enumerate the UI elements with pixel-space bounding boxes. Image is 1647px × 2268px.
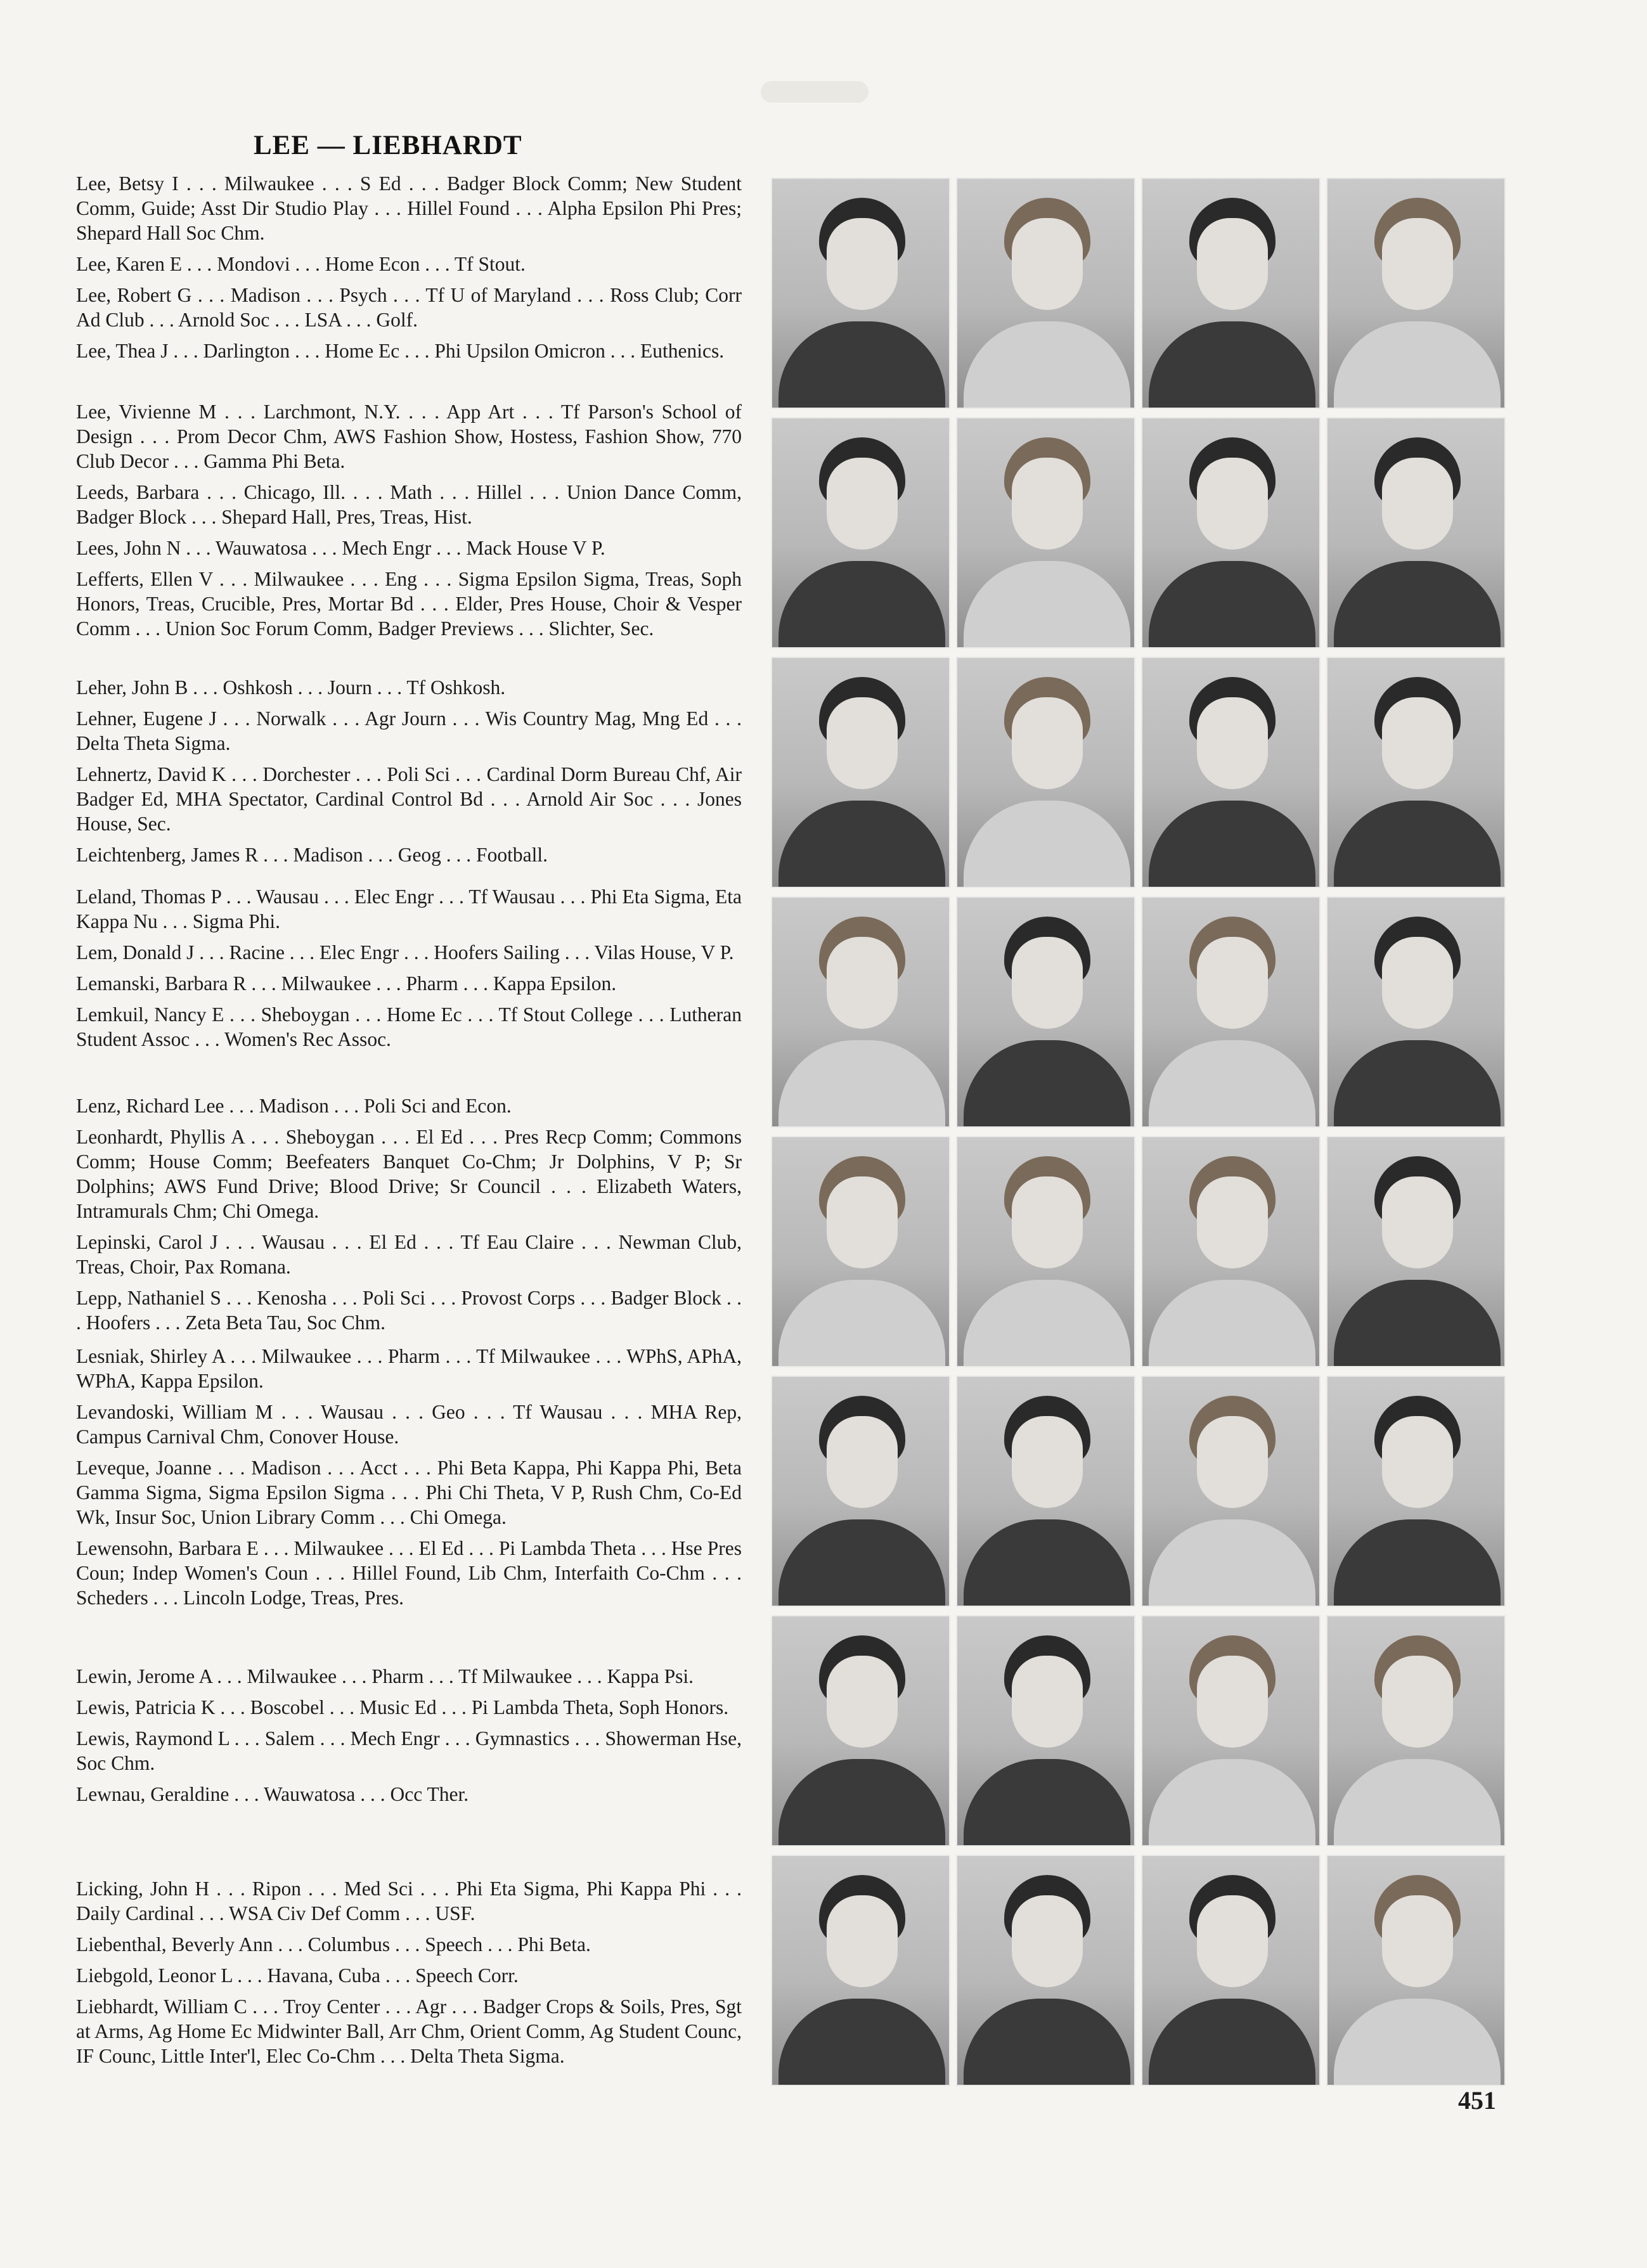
portrait-body [778,1999,945,2086]
entry-group-1 [76,171,742,370]
student-portrait [1141,177,1321,409]
portrait-body [1149,1519,1315,1607]
student-entry: Lem, Donald J . . . Racine . . . Elec Engr . . . Hoofers Sailing . . . Vilas House, V P. [76,941,734,963]
portrait-body [1334,561,1501,648]
student-portrait [771,1136,950,1367]
student-entry: Leland, Thomas P . . . Wausau . . . Elec Engr . . . Tf Wausau . . . Phi Eta Sigma, Eta Kappa Nu . . . Sigma Phi. [76,886,742,932]
student-entry: Lemkuil, Nancy E . . . Sheboygan . . . Home Ec . . . Tf Stout College . . . Lutheran Student Assoc . . . Women's Rec Assoc. [76,1003,742,1050]
student-entry: Lewis, Raymond L . . . Salem . . . Mech Engr . . . Gymnastics . . . Showerman Hse, Soc Chm. [76,1727,742,1774]
portrait-face [1197,1416,1268,1508]
student-portrait [1141,1376,1321,1607]
portrait-body [1334,1759,1501,1846]
entry-group-4 [76,884,742,1058]
student-entry: Lee, Thea J . . . Darlington . . . Home Ec . . . Phi Upsilon Omicron . . . Euthenics. [76,340,725,362]
portrait-body [778,801,945,888]
portrait-body [964,1759,1130,1846]
student-portrait [771,1376,950,1607]
portrait-face [1382,697,1453,789]
portrait-face [827,937,898,1029]
student-portrait [1141,417,1321,648]
student-entry: Lepp, Nathaniel S . . . Kenosha . . . Poli Sci . . . Provost Corps . . . Badger Block . . . Hoofers . . . Zeta Beta Tau, Soc Chm. [76,1287,742,1334]
portrait-face [827,697,898,789]
student-portrait [956,1376,1135,1607]
student-entry: Liebenthal, Beverly Ann . . . Columbus . . . Speech . . . Phi Beta. [76,1933,591,1956]
portrait-body [1149,561,1315,648]
student-portrait [956,657,1135,888]
portrait-face [827,1416,898,1508]
student-portrait [1326,417,1506,648]
student-entry: Leonhardt, Phyllis A . . . Sheboygan . . . El Ed . . . Pres Recp Comm; Commons Comm; House Comm; Beefeaters Banquet Co-Chm; Jr Dolphins, V P; Sr Dolphins; AWS Fund Drive; Blood Drive; Sr Council . . . Elizabeth Waters, Intramurals Chm; Chi Omega. [76,1126,742,1222]
portrait-body [1334,1519,1501,1607]
portrait-body [778,1040,945,1128]
portrait-face [1012,1656,1083,1748]
portrait-body [1149,801,1315,888]
student-entry: Leichtenberg, James R . . . Madison . . . Geog . . . Football. [76,844,548,866]
portrait-face [1197,937,1268,1029]
entry-group-8 [76,1876,742,2075]
portrait-face [1012,218,1083,310]
student-portrait [1326,1136,1506,1367]
student-entry: Lemanski, Barbara R . . . Milwaukee . . . Pharm . . . Kappa Epsilon. [76,972,617,995]
student-portrait [956,177,1135,409]
student-portrait [771,657,950,888]
portrait-face [1382,1895,1453,1987]
portrait-body [1149,1999,1315,2086]
portrait-body [1334,1040,1501,1128]
entry-group-2 [76,399,742,647]
portrait-face [827,1895,898,1987]
student-entry: Liebgold, Leonor L . . . Havana, Cuba . . . Speech Corr. [76,1964,519,1987]
portrait-body [964,1519,1130,1607]
portrait-face [1197,458,1268,550]
portrait-face [1197,1895,1268,1987]
portrait-body [1334,1280,1501,1367]
portrait-face [1012,1416,1083,1508]
portrait-face [827,1656,898,1748]
entry-group-3 [76,675,742,873]
paper-smudge [761,81,869,103]
portrait-face [827,1176,898,1268]
portrait-face [827,458,898,550]
page-heading: LEE — LIEBHARDT [254,131,522,160]
portrait-body [778,1759,945,1846]
student-entry: Lees, John N . . . Wauwatosa . . . Mech Engr . . . Mack House V P. [76,537,605,559]
portrait-face [1382,218,1453,310]
student-portrait [1326,1615,1506,1846]
portrait-body [964,1280,1130,1367]
student-entry: Lewin, Jerome A . . . Milwaukee . . . Pharm . . . Tf Milwaukee . . . Kappa Psi. [76,1665,694,1687]
portrait-body [778,561,945,648]
portrait-body [964,561,1130,648]
student-portrait [771,896,950,1128]
portrait-face [1382,458,1453,550]
portrait-face [1382,1656,1453,1748]
student-portrait [1326,896,1506,1128]
student-entry: Lehnertz, David K . . . Dorchester . . . Poli Sci . . . Cardinal Dorm Bureau Chf, Air Badger Ed, MHA Spectator, Cardinal Control Bd . . . Arnold Air Soc . . . Jones House, Sec. [76,763,742,835]
portrait-face [1382,1416,1453,1508]
portrait-body [964,1999,1130,2086]
student-portrait [1141,1615,1321,1846]
student-entry: Lewnau, Geraldine . . . Wauwatosa . . . Occ Ther. [76,1783,469,1805]
portrait-body [1149,1759,1315,1846]
portrait-body [1149,1040,1315,1128]
student-portrait [956,1136,1135,1367]
portrait-face [1197,697,1268,789]
portrait-face [1012,1176,1083,1268]
student-entry: Lewensohn, Barbara E . . . Milwaukee . . . El Ed . . . Pi Lambda Theta . . . Hse Pres Coun; Indep Women's Coun . . . Hillel Found, Lib Chm, Interfaith Co-Chm . . . Scheders . . . Lincoln Lodge, Treas, Pres. [76,1537,742,1609]
student-portrait [956,1855,1135,2086]
entry-group-5 [76,1093,742,1341]
portrait-body [1149,1280,1315,1367]
student-entry: Leeds, Barbara . . . Chicago, Ill. . . . Math . . . Hillel . . . Union Dance Comm, Badger Block . . . Shepard Hall, Pres, Treas, Hist. [76,481,742,528]
student-portrait [771,177,950,409]
portrait-grid [771,177,1497,2060]
portrait-face [1382,1176,1453,1268]
student-entry: Lepinski, Carol J . . . Wausau . . . El Ed . . . Tf Eau Claire . . . Newman Club, Treas, Choir, Pax Romana. [76,1231,742,1278]
student-portrait [1141,657,1321,888]
portrait-face [1012,937,1083,1029]
student-portrait [1326,1855,1506,2086]
student-portrait [1326,657,1506,888]
student-portrait [771,417,950,648]
student-entry: Licking, John H . . . Ripon . . . Med Sci . . . Phi Eta Sigma, Phi Kappa Phi . . . Daily Cardinal . . . WSA Civ Def Comm . . . USF. [76,1878,742,1924]
portrait-face [1197,218,1268,310]
portrait-face [1012,1895,1083,1987]
student-entry: Lee, Robert G . . . Madison . . . Psych . . . Tf U of Maryland . . . Ross Club; Corr Ad Club . . . Arnold Soc . . . LSA . . . Golf. [76,284,742,331]
entry-group-6 [76,1344,742,1616]
entry-group-7 [76,1664,742,1813]
portrait-face [1382,937,1453,1029]
student-entry: Lee, Vivienne M . . . Larchmont, N.Y. . . . App Art . . . Tf Parson's School of Design . . . Prom Decor Chm, AWS Fashion Show, Hostess, Fashion Show, 770 Club Decor . . . Gamma Phi Beta. [76,401,742,472]
portrait-body [964,801,1130,888]
student-portrait [956,896,1135,1128]
student-entry: Leher, John B . . . Oshkosh . . . Journ . . . Tf Oshkosh. [76,676,506,699]
student-portrait [956,1615,1135,1846]
portrait-face [1197,1176,1268,1268]
student-entry: Lewis, Patricia K . . . Boscobel . . . Music Ed . . . Pi Lambda Theta, Soph Honors. [76,1696,729,1718]
portrait-face [827,218,898,310]
student-entry: Lefferts, Ellen V . . . Milwaukee . . . Eng . . . Sigma Epsilon Sigma, Treas, Soph Honors, Treas, Crucible, Pres, Mortar Bd . . . Elder, Pres House, Choir & Vesper Comm . . . Union Soc Forum Comm, Badger Previews . . . Slichter, Sec. [76,568,742,640]
portrait-face [1197,1656,1268,1748]
student-entry: Lesniak, Shirley A . . . Milwaukee . . . Pharm . . . Tf Milwaukee . . . WPhS, APhA, WPhA, Kappa Epsilon. [76,1345,742,1392]
portrait-body [778,1280,945,1367]
portrait-body [1334,801,1501,888]
portrait-face [1012,697,1083,789]
student-entry: Lee, Karen E . . . Mondovi . . . Home Econ . . . Tf Stout. [76,253,526,275]
portrait-body [1149,321,1315,409]
portrait-body [964,321,1130,409]
student-portrait [771,1855,950,2086]
student-portrait [1141,896,1321,1128]
student-entry: Leveque, Joanne . . . Madison . . . Acct . . . Phi Beta Kappa, Phi Kappa Phi, Beta Gamma Sigma, Sigma Epsilon Sigma . . . Phi Chi Theta, V P, Rush Chm, Co-Ed Wk, Insur Soc, Union Library Comm . . . Chi Omega. [76,1457,742,1528]
portrait-body [778,321,945,409]
student-portrait [1326,1376,1506,1607]
student-entry: Liebhardt, William C . . . Troy Center . . . Agr . . . Badger Crops & Soils, Pres, Sgt at Arms, Ag Home Ec Midwinter Ball, Arr Chm, Orient Comm, Ag Student Counc, IF Counc, Little Inter'l, Elec Co-Chm . . . Delta Theta Sigma. [76,1995,742,2067]
student-entry: Levandoski, William M . . . Wausau . . . Geo . . . Tf Wausau . . . MHA Rep, Campus Carnival Chm, Conover House. [76,1401,742,1448]
student-portrait [1141,1855,1321,2086]
page-number: 451 [1458,2086,1496,2115]
student-portrait [771,1615,950,1846]
student-portrait [1326,177,1506,409]
portrait-face [1012,458,1083,550]
portrait-body [778,1519,945,1607]
student-portrait [1141,1136,1321,1367]
portrait-body [1334,321,1501,409]
portrait-body [964,1040,1130,1128]
student-entry: Lee, Betsy I . . . Milwaukee . . . S Ed . . . Badger Block Comm; New Student Comm, Guide; Asst Dir Studio Play . . . Hillel Found . . . Alpha Epsilon Phi Pres; Shepard Hall Soc Chm. [76,172,742,244]
student-portrait [956,417,1135,648]
student-entry: Lenz, Richard Lee . . . Madison . . . Poli Sci and Econ. [76,1095,512,1117]
student-entry: Lehner, Eugene J . . . Norwalk . . . Agr Journ . . . Wis Country Mag, Mng Ed . . . Delta Theta Sigma. [76,707,742,754]
portrait-body [1334,1999,1501,2086]
